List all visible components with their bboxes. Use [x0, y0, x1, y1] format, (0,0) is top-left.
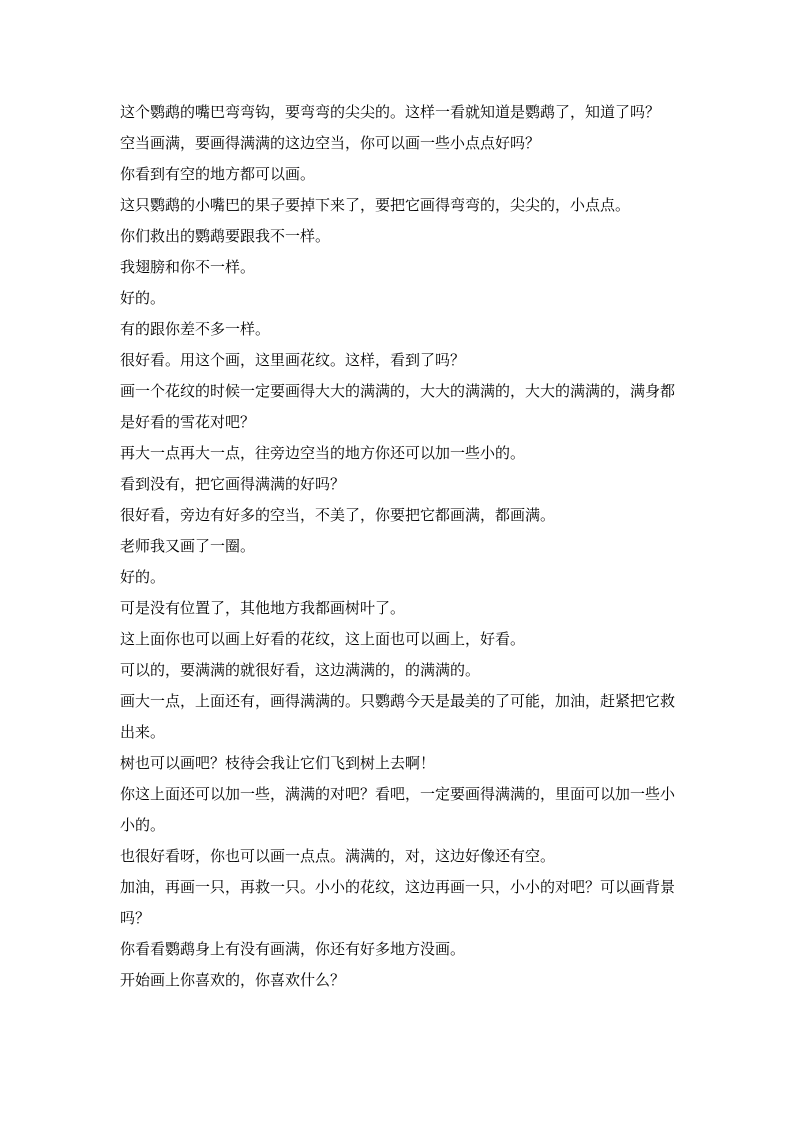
paragraph: 这个鹦鹉的嘴巴弯弯钩，要弯弯的尖尖的。这样一看就知道是鹦鹉了，知道了吗？ — [120, 103, 661, 121]
paragraph: 画大一点，上面还有，画得满满的。只鹦鹉今天是最美的了可能，加油，赶紧把它救出来。 — [120, 692, 676, 741]
paragraph: 也很好看呀，你也可以画一点点。满满的，对，这边好像还有空。 — [120, 847, 556, 865]
paragraph: 可以的，要满满的就很好看，这边满满的，的满满的。 — [120, 661, 481, 679]
paragraph: 加油，再画一只，再救一只。小小的花纹，这边再画一只，小小的对吧？可以画背景吗？ — [120, 878, 676, 927]
paragraph: 你看到有空的地方都可以画。 — [120, 165, 316, 183]
paragraph: 很好看。用这个画，这里画花纹。这样，看到了吗？ — [120, 351, 466, 369]
paragraph: 开始画上你喜欢的，你喜欢什么？ — [120, 971, 346, 989]
paragraph: 很好看，旁边有好多的空当，不美了，你要把它都画满，都画满。 — [120, 506, 556, 524]
paragraph: 再大一点再大一点，往旁边空当的地方你还可以加一些小的。 — [120, 444, 526, 462]
paragraph: 树也可以画吧？枝待会我让它们飞到树上去啊！ — [120, 754, 436, 772]
paragraph: 我翅膀和你不一样。 — [120, 258, 256, 276]
paragraph: 老师我又画了一圈。 — [120, 537, 256, 555]
paragraph: 空当画满，要画得满满的这边空当，你可以画一些小点点好吗？ — [120, 134, 541, 152]
paragraph: 你这上面还可以加一些，满满的对吧？看吧，一定要画得满满的，里面可以加一些小小的。 — [120, 785, 676, 834]
paragraph: 有的跟你差不多一样。 — [120, 320, 271, 338]
paragraph: 画一个花纹的时候一定要画得大大的满满的，大大的满满的，大大的满满的，满身都是好看的雪花对吧？ — [120, 382, 676, 431]
paragraph: 可是没有位置了，其他地方我都画树叶了。 — [120, 599, 406, 617]
document-body — [120, 97, 676, 996]
paragraph: 好的。 — [120, 568, 166, 586]
paragraph: 这只鹦鹉的小嘴巴的果子要掉下来了，要把它画得弯弯的，尖尖的，小点点。 — [120, 196, 631, 214]
paragraph: 好的。 — [120, 289, 166, 307]
paragraph: 你们救出的鹦鹉要跟我不一样。 — [120, 227, 331, 245]
paragraph: 这上面你也可以画上好看的花纹，这上面也可以画上，好看。 — [120, 630, 526, 648]
paragraph: 看到没有，把它画得满满的好吗？ — [120, 475, 346, 493]
paragraph: 你看看鹦鹉身上有没有画满，你还有好多地方没画。 — [120, 940, 466, 958]
